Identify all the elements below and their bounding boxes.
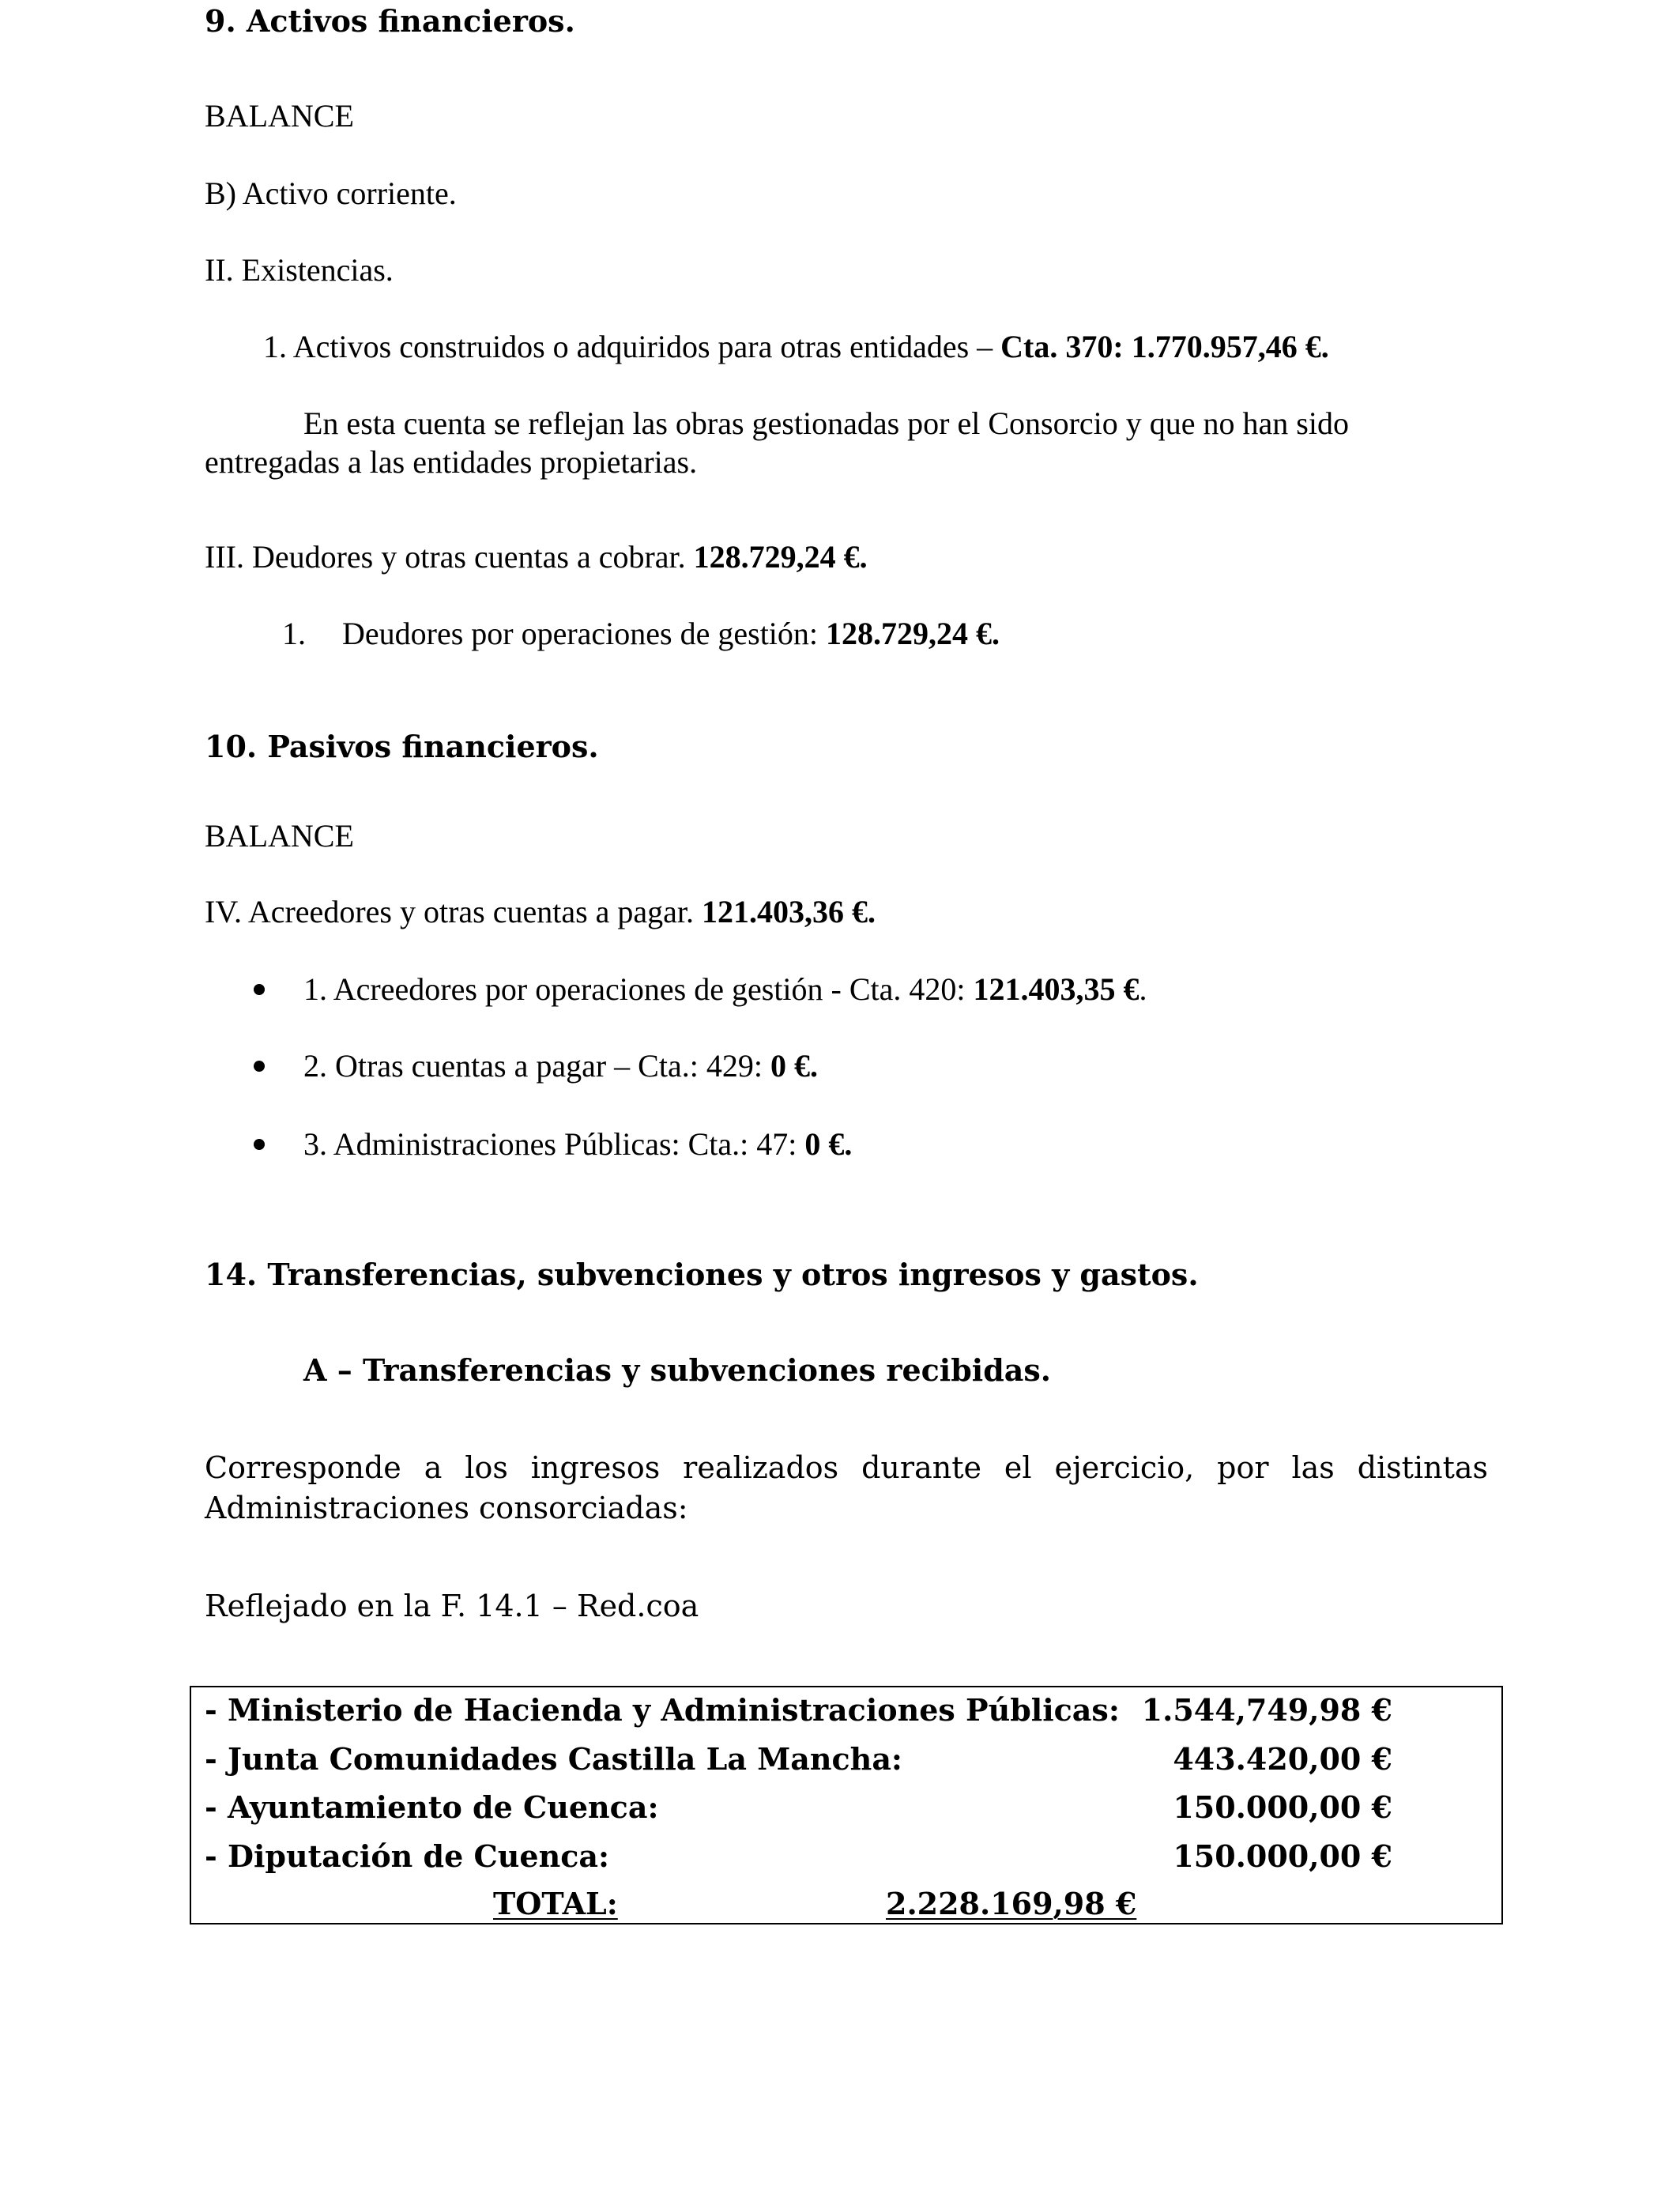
deudores-gestion-line (342, 618, 1000, 650)
acreedores-text: IV. Acreedores y otras cuentas a pagar. (205, 894, 703, 929)
deudores-text: III. Deudores y otras cuentas a cobrar. (205, 539, 694, 575)
acreedores-gestion-bullet (303, 971, 1147, 1007)
section-14-heading: 14. Transferencias, subvenciones y otros ingresos y gastos. (205, 1257, 1199, 1292)
bullet-amount: 0 €. (804, 1126, 853, 1162)
row-amount: 1.544,749,98 € (1141, 1692, 1392, 1728)
bullet-icon (254, 1061, 265, 1072)
section-9-balance-label: BALANCE (205, 98, 354, 134)
existencias-note-line-2: entregadas a las entidades propietarias. (205, 444, 698, 480)
total-label: TOTAL: (493, 1886, 618, 1921)
bullet-text: 3. Administraciones Públicas: Cta.: 47: (303, 1126, 805, 1162)
section-14-subtitle: A – Transferencias y subvenciones recibidas. (303, 1352, 1052, 1388)
table-row (205, 1741, 1501, 1777)
bullet-icon (254, 984, 265, 995)
bullet-suffix: . (1139, 971, 1147, 1007)
table-total-row (205, 1886, 1501, 1922)
deudores-amount: 128.729,24 €. (693, 539, 868, 575)
bullet-text: 1. Acreedores por operaciones de gestión - Cta. 420: (303, 971, 974, 1007)
reference-line: Reflejado en la F. 14.1 – Red.coa (205, 1589, 699, 1623)
administraciones-bullet (303, 1126, 853, 1162)
deudores-item-number: 1. (282, 616, 306, 651)
table-row (205, 1838, 1501, 1875)
row-label: - Junta Comunidades Castilla La Mancha: (205, 1741, 902, 1777)
section-10-balance-label: BALANCE (205, 818, 354, 854)
row-label: - Diputación de Cuenca: (205, 1838, 609, 1874)
row-label: - Ayuntamiento de Cuenca: (205, 1789, 659, 1825)
activo-corriente-label: B) Activo corriente. (205, 175, 457, 211)
row-amount: 150.000,00 € (1173, 1789, 1392, 1825)
bullet-icon (254, 1139, 265, 1150)
table-row (205, 1789, 1501, 1826)
existencias-label: II. Existencias. (205, 252, 394, 288)
bullet-text: 2. Otras cuentas a pagar – Cta.: 429: (303, 1048, 770, 1084)
row-amount: 443.420,00 € (1173, 1741, 1392, 1777)
existencias-note-line-1: En esta cuenta se reflejan las obras gestionadas por el Consorcio y que no han sido (303, 405, 1349, 441)
section-10-heading: 10. Pasivos financieros. (205, 729, 599, 764)
acreedores-amount: 121.403,36 €. (702, 894, 876, 929)
row-amount: 150.000,00 € (1173, 1838, 1392, 1874)
deudores-gestion-text: Deudores por operaciones de gestión: (342, 616, 827, 651)
acreedores-line (205, 896, 876, 928)
row-label: - Ministerio de Hacienda y Administraciones Públicas: (205, 1692, 1120, 1728)
cta-370-amount: Cta. 370: 1.770.957,46 €. (1000, 329, 1329, 364)
table-row (205, 1692, 1501, 1728)
bullet-amount: 121.403,35 € (973, 971, 1139, 1007)
section-14-paragraph: Corresponde a los ingresos realizados durante el ejercicio, por las distintas Administraciones consorciadas: (205, 1450, 1488, 1525)
bullet-amount: 0 €. (770, 1048, 818, 1084)
transfers-table (190, 1686, 1503, 1924)
activos-construidos-line (263, 331, 1329, 363)
activos-construidos-text: 1. Activos construidos o adquiridos para otras entidades – (263, 329, 1001, 364)
deudores-gestion-amount: 128.729,24 €. (826, 616, 1000, 651)
deudores-line (205, 541, 868, 573)
section-9-heading: 9. Activos financieros. (205, 3, 575, 39)
total-amount: 2.228.169,98 € (886, 1886, 1137, 1921)
otras-cuentas-bullet (303, 1050, 818, 1082)
